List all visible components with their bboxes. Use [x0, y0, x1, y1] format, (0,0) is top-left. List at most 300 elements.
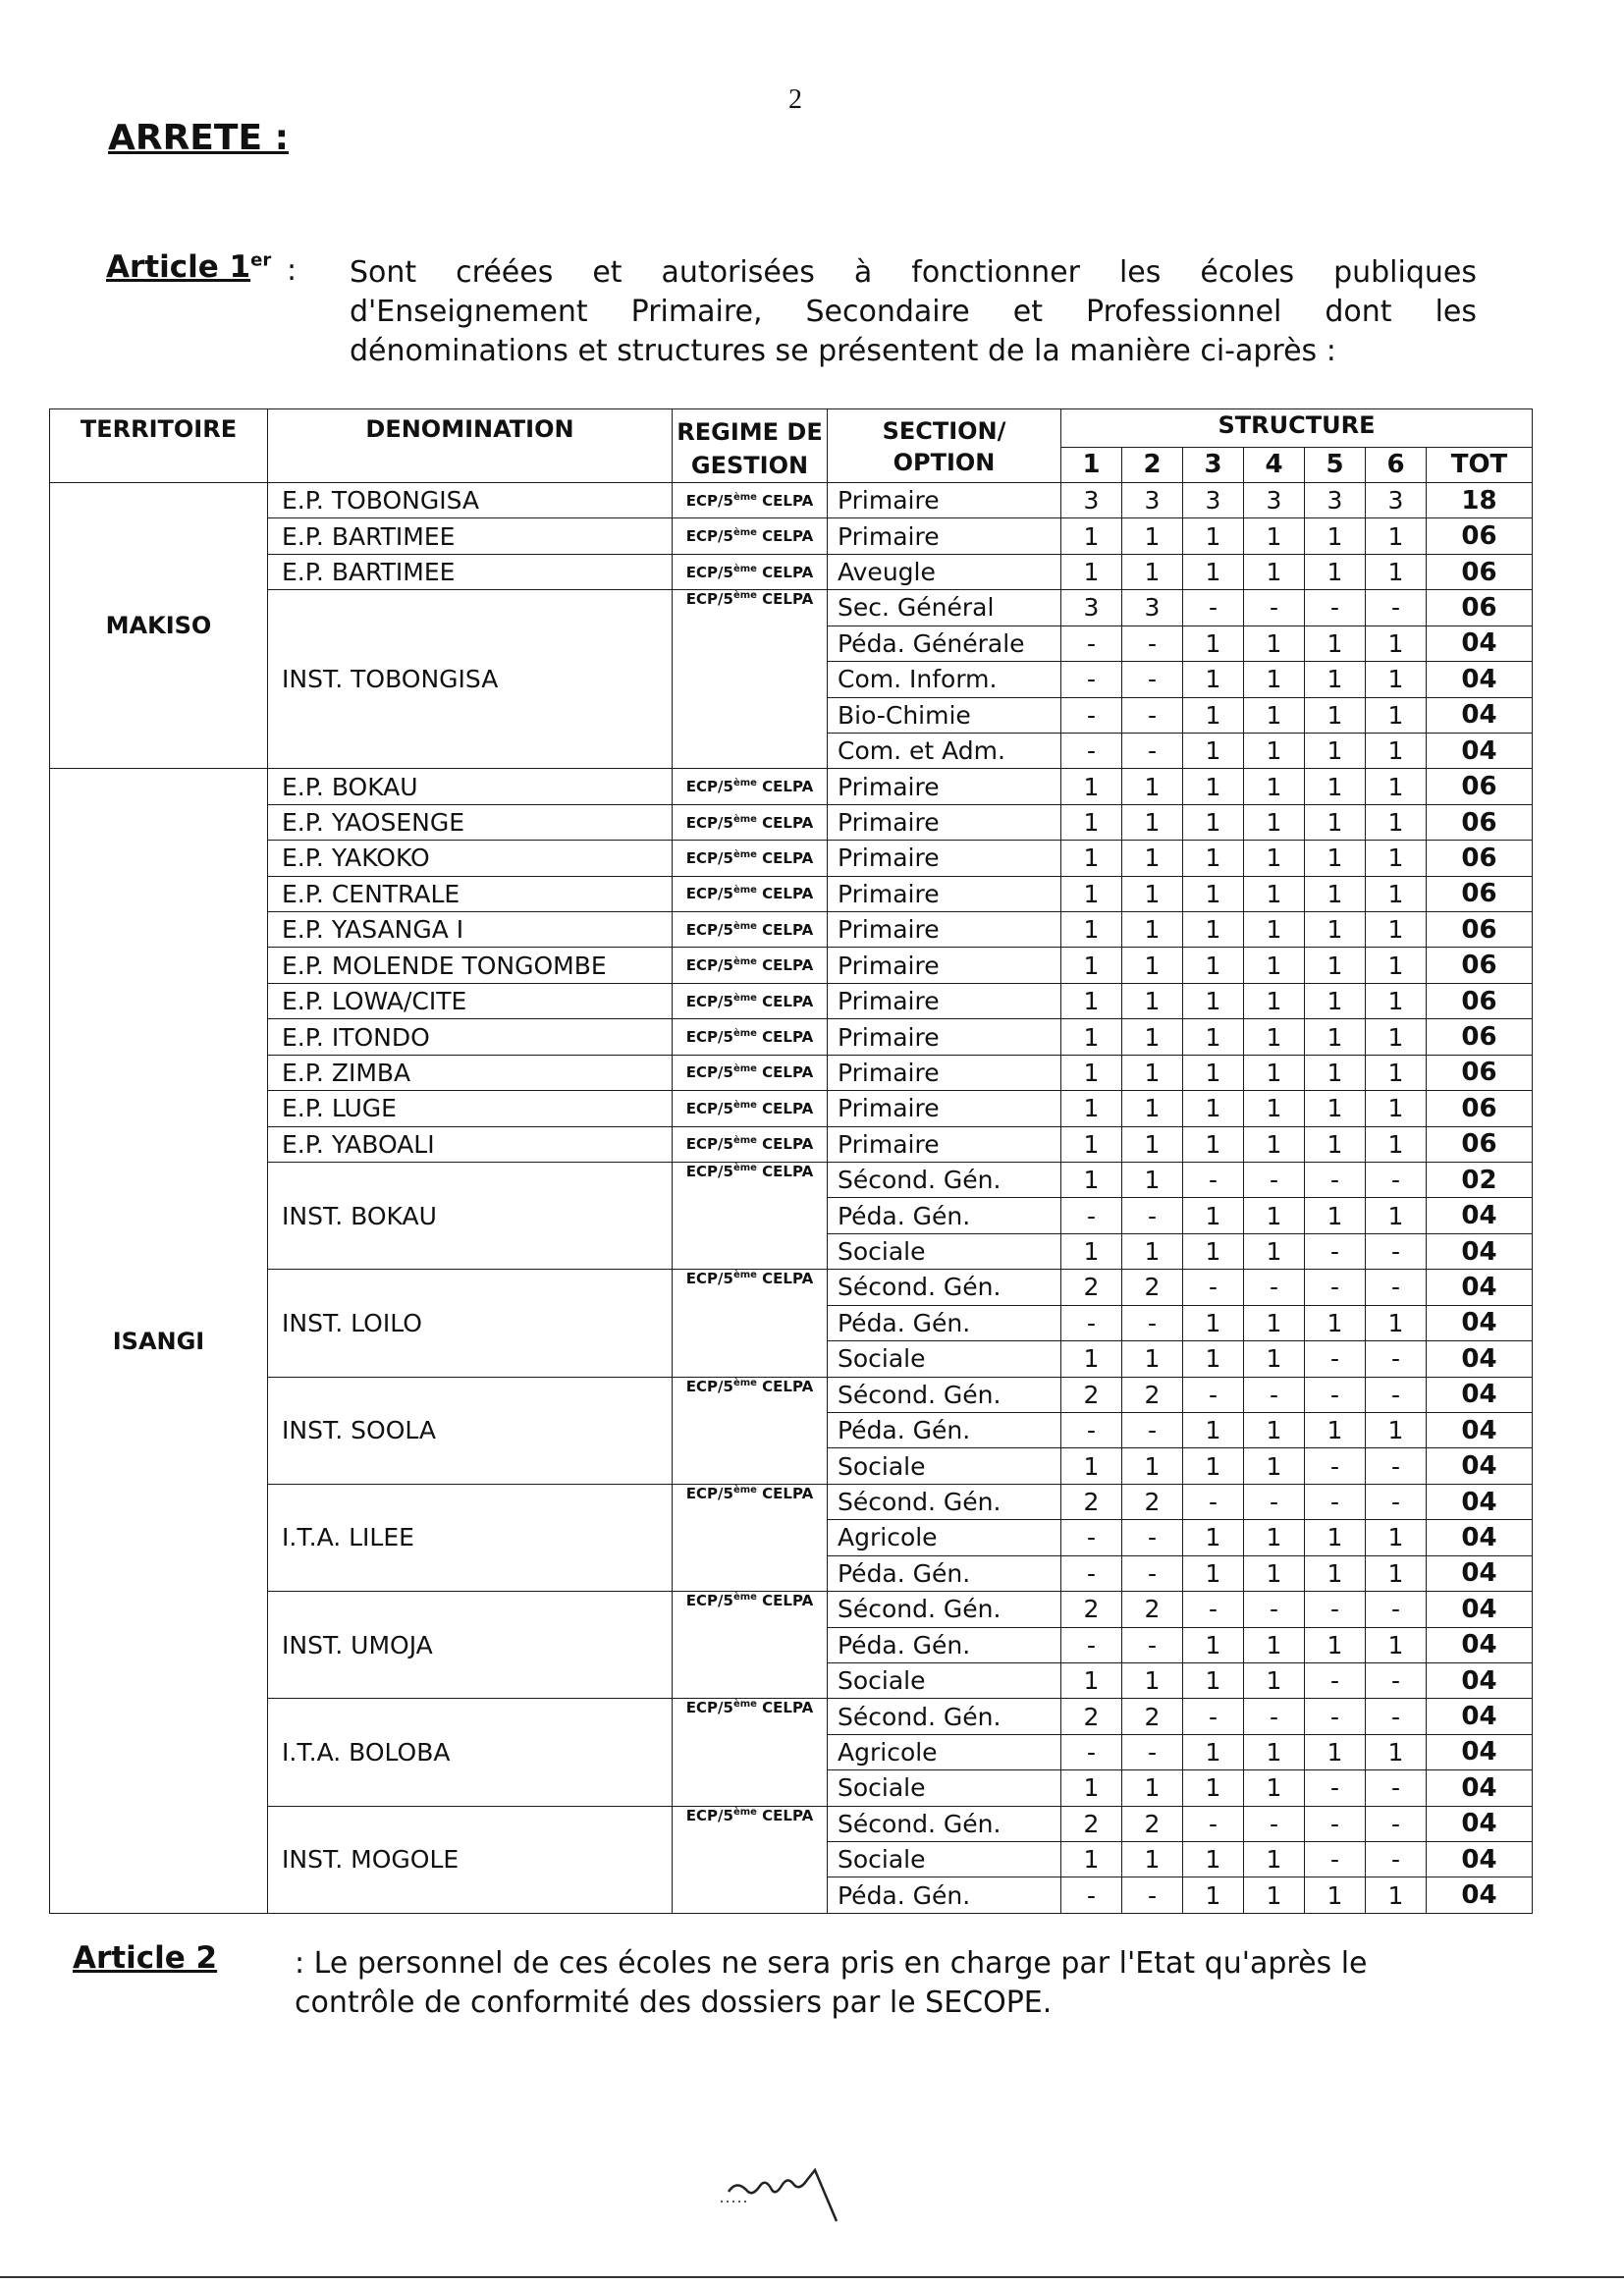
structure-cell: 1	[1183, 733, 1244, 768]
regime-text: ECP/5	[685, 848, 733, 867]
total-cell: 04	[1427, 1806, 1533, 1841]
structure-cell: -	[1305, 1662, 1366, 1698]
structure-cell: -	[1122, 626, 1183, 661]
total-cell: 06	[1427, 948, 1533, 983]
structure-cell: 1	[1061, 1019, 1122, 1055]
structure-cell: 1	[1183, 697, 1244, 733]
table-row	[50, 1270, 1533, 1305]
section-cell: Primaire	[828, 804, 1061, 840]
denomination-cell: INST. UMOJA	[268, 1592, 673, 1699]
structure-cell: 2	[1061, 1806, 1122, 1841]
regime-tail: CELPA	[756, 813, 814, 832]
structure-cell: -	[1061, 1520, 1122, 1555]
structure-cell: 1	[1366, 733, 1427, 768]
structure-cell: 1	[1122, 1842, 1183, 1877]
schools-structure-table	[49, 408, 1533, 1914]
regime-text: ECP/5	[685, 563, 733, 581]
regime-sup: ème	[732, 848, 757, 860]
structure-cell: 1	[1122, 1448, 1183, 1484]
structure-cell: 1	[1183, 1341, 1244, 1377]
total-cell: 06	[1427, 1055, 1533, 1090]
structure-cell: 1	[1305, 518, 1366, 554]
regime-text: ECP/5	[685, 956, 733, 975]
section-cell: Agricole	[828, 1734, 1061, 1769]
structure-cell: 1	[1183, 983, 1244, 1018]
structure-cell: -	[1061, 1555, 1122, 1591]
total-cell: 04	[1427, 1734, 1533, 1769]
regime-text: ECP/5	[685, 992, 733, 1010]
total-cell: 04	[1427, 662, 1533, 697]
structure-cell: 1	[1305, 1055, 1366, 1090]
regime-text: ECP/5	[685, 813, 733, 832]
structure-cell: 2	[1061, 1270, 1122, 1305]
regime-cell	[673, 554, 828, 589]
structure-cell: -	[1122, 1734, 1183, 1769]
structure-cell: 2	[1061, 1699, 1122, 1734]
structure-cell: 1	[1244, 1842, 1305, 1877]
structure-cell: 1	[1366, 1091, 1427, 1126]
structure-cell: 1	[1061, 841, 1122, 876]
structure-cell: 1	[1244, 518, 1305, 554]
total-cell: 06	[1427, 518, 1533, 554]
denomination-cell: INST. LOILO	[268, 1270, 673, 1377]
regime-tail: CELPA	[756, 778, 814, 796]
regime-tail: CELPA	[756, 1699, 814, 1717]
regime-cell	[673, 948, 828, 983]
total-cell: 04	[1427, 1341, 1533, 1377]
structure-cell: 1	[1183, 804, 1244, 840]
section-cell: Péda. Générale	[828, 626, 1061, 661]
structure-cell: -	[1244, 1806, 1305, 1841]
structure-cell: 1	[1183, 841, 1244, 876]
regime-cell	[673, 983, 828, 1018]
structure-cell: 1	[1244, 1448, 1305, 1484]
header-col-3: 3	[1183, 447, 1244, 482]
structure-cell: 1	[1061, 1055, 1122, 1090]
structure-cell: 1	[1061, 769, 1122, 804]
header-col-2: 2	[1122, 447, 1183, 482]
structure-cell: 1	[1244, 912, 1305, 948]
structure-cell: 1	[1183, 1662, 1244, 1698]
structure-cell: 3	[1183, 483, 1244, 518]
regime-sup: ème	[732, 885, 757, 897]
structure-cell: -	[1061, 1627, 1122, 1662]
structure-cell: 1	[1366, 1019, 1427, 1055]
regime-tail: CELPA	[756, 527, 814, 546]
structure-cell: 1	[1122, 1341, 1183, 1377]
section-cell: Sécond. Gén.	[828, 1163, 1061, 1198]
structure-cell: 1	[1061, 1091, 1122, 1126]
regime-tail: CELPA	[756, 848, 814, 867]
section-cell: Péda. Gén.	[828, 1198, 1061, 1233]
structure-cell: -	[1305, 1341, 1366, 1377]
structure-cell: -	[1122, 662, 1183, 697]
header-territoire: TERRITOIRE	[50, 409, 268, 483]
structure-cell: -	[1122, 1198, 1183, 1233]
structure-cell: -	[1305, 1448, 1366, 1484]
structure-cell: 1	[1244, 1412, 1305, 1447]
section-cell: Péda. Gén.	[828, 1555, 1061, 1591]
denomination-cell: INST. MOGOLE	[268, 1806, 673, 1913]
regime-sup: ème	[732, 992, 757, 1004]
structure-cell: -	[1122, 697, 1183, 733]
bottom-rule	[0, 2276, 1624, 2278]
denomination-cell: E.P. LUGE	[268, 1091, 673, 1126]
regime-sup: ème	[732, 563, 757, 574]
structure-cell: 1	[1061, 1770, 1122, 1806]
total-cell: 06	[1427, 769, 1533, 804]
regime-tail: CELPA	[756, 1377, 814, 1395]
structure-cell: 1	[1244, 1019, 1305, 1055]
structure-cell: 1	[1305, 697, 1366, 733]
article-1-colon: :	[287, 253, 298, 288]
structure-cell: -	[1183, 590, 1244, 626]
structure-cell: 1	[1244, 876, 1305, 911]
structure-cell: 1	[1366, 1126, 1427, 1162]
structure-cell: 1	[1122, 804, 1183, 840]
total-cell: 06	[1427, 804, 1533, 840]
total-cell: 06	[1427, 590, 1533, 626]
denomination-cell: E.P. BARTIMEE	[268, 554, 673, 589]
table-row	[50, 483, 1533, 518]
structure-cell: -	[1244, 590, 1305, 626]
regime-cell	[673, 1019, 828, 1055]
structure-cell: 1	[1305, 1555, 1366, 1591]
structure-cell: 1	[1122, 841, 1183, 876]
structure-cell: -	[1305, 1484, 1366, 1519]
regime-cell	[673, 1484, 828, 1591]
structure-cell: -	[1122, 1877, 1183, 1914]
structure-cell: 1	[1305, 662, 1366, 697]
structure-cell: 1	[1244, 1627, 1305, 1662]
regime-cell	[673, 876, 828, 911]
total-cell: 06	[1427, 554, 1533, 589]
regime-cell	[673, 804, 828, 840]
structure-cell: 1	[1305, 1126, 1366, 1162]
section-cell: Primaire	[828, 983, 1061, 1018]
total-cell: 06	[1427, 1091, 1533, 1126]
structure-cell: 1	[1061, 804, 1122, 840]
regime-tail: CELPA	[756, 992, 814, 1010]
header-col-5: 5	[1305, 447, 1366, 482]
denomination-cell: E.P. BARTIMEE	[268, 518, 673, 554]
structure-cell: -	[1366, 1592, 1427, 1627]
structure-cell: 1	[1305, 983, 1366, 1018]
header-col-tot: TOT	[1427, 447, 1533, 482]
structure-cell: 1	[1244, 983, 1305, 1018]
structure-cell: 2	[1061, 1377, 1122, 1412]
structure-cell: 1	[1366, 626, 1427, 661]
structure-cell: -	[1061, 733, 1122, 768]
denomination-cell: E.P. LOWA/CITE	[268, 983, 673, 1018]
structure-cell: -	[1244, 1377, 1305, 1412]
structure-cell: 1	[1244, 948, 1305, 983]
regime-cell	[673, 1055, 828, 1090]
structure-cell: 1	[1122, 983, 1183, 1018]
regime-cell	[673, 769, 828, 804]
structure-cell: 1	[1244, 1198, 1305, 1233]
table-row	[50, 590, 1533, 626]
section-cell: Primaire	[828, 948, 1061, 983]
table-row	[50, 1055, 1533, 1090]
structure-cell: 2	[1122, 1377, 1183, 1412]
structure-cell: 1	[1244, 804, 1305, 840]
regime-text: ECP/5	[685, 1163, 733, 1181]
structure-cell: 1	[1061, 554, 1122, 589]
total-cell: 04	[1427, 733, 1533, 768]
structure-cell: -	[1122, 1305, 1183, 1340]
structure-cell: 1	[1183, 1520, 1244, 1555]
structure-cell: 1	[1183, 948, 1244, 983]
structure-cell: 1	[1366, 1412, 1427, 1447]
denomination-cell: E.P. YAKOKO	[268, 841, 673, 876]
section-cell: Sécond. Gén.	[828, 1699, 1061, 1734]
total-cell: 04	[1427, 1770, 1533, 1806]
structure-cell: -	[1244, 1163, 1305, 1198]
table-row	[50, 1592, 1533, 1627]
table-row	[50, 1699, 1533, 1734]
total-cell: 18	[1427, 483, 1533, 518]
table-row	[50, 1019, 1533, 1055]
structure-cell: 1	[1366, 876, 1427, 911]
arrete-heading: ARRETE :	[108, 118, 289, 158]
total-cell: 04	[1427, 1412, 1533, 1447]
regime-text: ECP/5	[685, 1806, 733, 1824]
regime-text: ECP/5	[685, 1135, 733, 1154]
structure-cell: 1	[1061, 983, 1122, 1018]
structure-cell: 1	[1183, 1412, 1244, 1447]
table-row	[50, 1091, 1533, 1126]
structure-cell: 1	[1366, 1305, 1427, 1340]
structure-cell: 1	[1244, 1520, 1305, 1555]
structure-cell: 1	[1122, 1091, 1183, 1126]
total-cell: 06	[1427, 1019, 1533, 1055]
structure-cell: 2	[1122, 1806, 1183, 1841]
denomination-cell: E.P. CENTRALE	[268, 876, 673, 911]
structure-cell: -	[1305, 1163, 1366, 1198]
regime-tail: CELPA	[756, 563, 814, 581]
total-cell: 06	[1427, 841, 1533, 876]
denomination-cell: E.P. ITONDO	[268, 1019, 673, 1055]
article-1-text: Sont créées et autorisées à fonctionner les écoles publiques d'Enseignement Primaire, Secondaire et Professionnel dont les dénominations et structures se présentent de la manière ci-après :	[350, 255, 1477, 368]
regime-tail: CELPA	[756, 1806, 814, 1824]
regime-tail: CELPA	[756, 920, 814, 939]
denomination-cell: I.T.A. BOLOBA	[268, 1699, 673, 1806]
structure-cell: 1	[1305, 804, 1366, 840]
regime-cell	[673, 1377, 828, 1484]
structure-cell: 1	[1122, 912, 1183, 948]
regime-tail: CELPA	[756, 956, 814, 975]
structure-cell: 1	[1122, 554, 1183, 589]
structure-cell: 1	[1061, 1842, 1122, 1877]
table-row	[50, 518, 1533, 554]
structure-cell: 1	[1244, 733, 1305, 768]
structure-cell: 1	[1061, 948, 1122, 983]
structure-cell: 1	[1305, 626, 1366, 661]
structure-cell: 3	[1122, 483, 1183, 518]
structure-cell: 1	[1305, 841, 1366, 876]
section-cell: Primaire	[828, 1055, 1061, 1090]
structure-cell: -	[1061, 1198, 1122, 1233]
regime-cell	[673, 1592, 828, 1699]
structure-cell: 1	[1183, 1126, 1244, 1162]
section-cell: Primaire	[828, 1019, 1061, 1055]
structure-cell: -	[1061, 1412, 1122, 1447]
structure-cell: -	[1366, 1270, 1427, 1305]
structure-cell: 1	[1183, 554, 1244, 589]
table-row	[50, 554, 1533, 589]
section-cell: Bio-Chimie	[828, 697, 1061, 733]
total-cell: 04	[1427, 1305, 1533, 1340]
regime-sup: ème	[732, 920, 757, 932]
structure-cell: -	[1366, 1806, 1427, 1841]
section-cell: Primaire	[828, 876, 1061, 911]
structure-cell: -	[1305, 1233, 1366, 1269]
section-cell: Primaire	[828, 1126, 1061, 1162]
structure-cell: 1	[1244, 1341, 1305, 1377]
structure-cell: -	[1366, 1484, 1427, 1519]
structure-cell: -	[1305, 1699, 1366, 1734]
regime-cell	[673, 590, 828, 769]
section-cell: Sécond. Gén.	[828, 1377, 1061, 1412]
structure-cell: 1	[1366, 983, 1427, 1018]
structure-cell: 1	[1366, 1627, 1427, 1662]
structure-cell: 1	[1122, 769, 1183, 804]
structure-cell: 1	[1366, 518, 1427, 554]
section-cell: Péda. Gén.	[828, 1627, 1061, 1662]
denomination-cell: INST. BOKAU	[268, 1163, 673, 1270]
regime-text: ECP/5	[685, 1484, 733, 1502]
structure-cell: -	[1305, 1770, 1366, 1806]
structure-cell: 1	[1366, 804, 1427, 840]
structure-cell: -	[1366, 1341, 1427, 1377]
total-cell: 04	[1427, 1377, 1533, 1412]
structure-cell: 2	[1061, 1592, 1122, 1627]
regime-sup: ème	[732, 527, 757, 539]
structure-cell: 1	[1061, 1662, 1122, 1698]
regime-sup: ème	[732, 956, 757, 968]
structure-cell: 1	[1366, 912, 1427, 948]
regime-tail: CELPA	[756, 1099, 814, 1117]
section-cell: Sécond. Gén.	[828, 1270, 1061, 1305]
regime-tail: CELPA	[756, 1270, 814, 1288]
structure-cell: 1	[1305, 1198, 1366, 1233]
structure-cell: -	[1366, 1448, 1427, 1484]
regime-text: ECP/5	[685, 1592, 733, 1610]
denomination-cell: INST. SOOLA	[268, 1377, 673, 1484]
regime-sup: ème	[732, 778, 757, 789]
table-row	[50, 804, 1533, 840]
structure-cell: -	[1122, 1627, 1183, 1662]
structure-cell: -	[1183, 1592, 1244, 1627]
structure-cell: 1	[1366, 948, 1427, 983]
structure-cell: 1	[1244, 1734, 1305, 1769]
table-row	[50, 841, 1533, 876]
total-cell: 04	[1427, 1448, 1533, 1484]
section-cell: Primaire	[828, 1091, 1061, 1126]
regime-sup: ème	[732, 1484, 757, 1496]
regime-text: ECP/5	[685, 1099, 733, 1117]
section-cell: Sociale	[828, 1842, 1061, 1877]
structure-cell: 1	[1061, 518, 1122, 554]
structure-cell: 1	[1183, 1770, 1244, 1806]
table-header-row	[50, 409, 1533, 448]
section-cell: Primaire	[828, 912, 1061, 948]
structure-cell: 1	[1061, 1126, 1122, 1162]
regime-cell	[673, 518, 828, 554]
structure-cell: 1	[1244, 1126, 1305, 1162]
article-2-text: : Le personnel de ces écoles ne sera pris en charge par l'Etat qu'après le contrôle de conformité des dossiers par le SECOPE.	[295, 1946, 1368, 2020]
structure-cell: 1	[1305, 876, 1366, 911]
structure-cell: 1	[1183, 769, 1244, 804]
regime-sup: ème	[732, 1135, 757, 1147]
structure-cell: -	[1366, 1842, 1427, 1877]
structure-cell: -	[1366, 1770, 1427, 1806]
section-cell: Péda. Gén.	[828, 1412, 1061, 1447]
table-row	[50, 1484, 1533, 1519]
structure-cell: 2	[1122, 1699, 1183, 1734]
structure-cell: 1	[1061, 1163, 1122, 1198]
section-cell: Sociale	[828, 1662, 1061, 1698]
structure-cell: -	[1122, 1412, 1183, 1447]
regime-sup: ème	[732, 1270, 757, 1281]
structure-cell: -	[1244, 1270, 1305, 1305]
regime-cell	[673, 1270, 828, 1377]
structure-cell: -	[1305, 1806, 1366, 1841]
section-cell: Péda. Gén.	[828, 1305, 1061, 1340]
section-cell: Agricole	[828, 1520, 1061, 1555]
structure-cell: 1	[1366, 662, 1427, 697]
total-cell: 04	[1427, 1627, 1533, 1662]
structure-cell: 1	[1183, 626, 1244, 661]
regime-text: ECP/5	[685, 1270, 733, 1288]
section-cell: Com. et Adm.	[828, 733, 1061, 768]
regime-tail: CELPA	[756, 1135, 814, 1154]
article-1-label-text: Article 1	[106, 249, 251, 285]
total-cell: 04	[1427, 1198, 1533, 1233]
structure-cell: 1	[1305, 1734, 1366, 1769]
structure-cell: 1	[1244, 1555, 1305, 1591]
structure-cell: 1	[1244, 1877, 1305, 1914]
structure-cell: 1	[1122, 1233, 1183, 1269]
total-cell: 04	[1427, 1233, 1533, 1269]
section-cell: Sécond. Gén.	[828, 1484, 1061, 1519]
structure-cell: 1	[1366, 1877, 1427, 1914]
structure-cell: -	[1244, 1699, 1305, 1734]
structure-cell: -	[1061, 1734, 1122, 1769]
structure-cell: 1	[1183, 518, 1244, 554]
structure-cell: 2	[1122, 1484, 1183, 1519]
structure-cell: 1	[1305, 733, 1366, 768]
table-row	[50, 1126, 1533, 1162]
total-cell: 06	[1427, 983, 1533, 1018]
regime-tail: CELPA	[756, 491, 814, 510]
section-cell: Primaire	[828, 769, 1061, 804]
denomination-cell: E.P. YABOALI	[268, 1126, 673, 1162]
structure-cell: 1	[1244, 769, 1305, 804]
table-row	[50, 769, 1533, 804]
structure-cell: -	[1366, 1699, 1427, 1734]
structure-cell: 1	[1305, 554, 1366, 589]
structure-cell: 1	[1122, 1055, 1183, 1090]
regime-text: ECP/5	[685, 1699, 733, 1717]
total-cell: 04	[1427, 626, 1533, 661]
header-col-4: 4	[1244, 447, 1305, 482]
structure-cell: 1	[1366, 1198, 1427, 1233]
denomination-cell: E.P. ZIMBA	[268, 1055, 673, 1090]
regime-tail: CELPA	[756, 885, 814, 903]
total-cell: 02	[1427, 1163, 1533, 1198]
